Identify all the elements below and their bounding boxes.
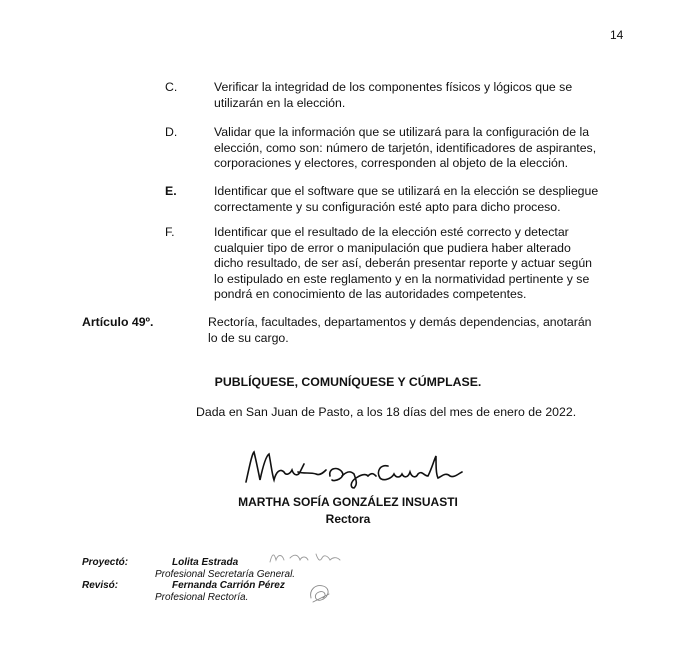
footer-proyecto-name: Lolita Estrada <box>172 557 239 568</box>
item-line: corporaciones y electores, corresponden al objeto de la elección. <box>214 156 569 171</box>
list-item-f <box>165 225 620 303</box>
article-text <box>208 315 620 346</box>
footer-proyecto-label: Proyectó: <box>82 557 129 568</box>
footer-reviso-name: Fernanda Carrión Pérez <box>172 580 285 591</box>
item-letter: F. <box>165 225 175 239</box>
signer-role: Rectora <box>325 512 371 526</box>
footer-reviso-label: Revisó: <box>82 580 119 591</box>
signer-name: MARTHA SOFÍA GONZÁLEZ INSUASTI <box>238 495 458 509</box>
item-line: utilizarán en la elección. <box>214 95 346 110</box>
article-label: Artículo 49º. <box>82 315 154 329</box>
item-letter: C. <box>165 80 178 94</box>
item-text <box>214 80 620 111</box>
item-line: Identificar que el software que se utilizará en la elección se despliegue <box>214 184 599 198</box>
initials-signature <box>266 548 346 568</box>
item-line: elección, como son: número de tarjetón, identificadores de aspirantes, <box>214 140 597 155</box>
list-item-d <box>165 125 620 172</box>
list-item-c <box>165 80 620 111</box>
list-item-e <box>165 184 620 215</box>
footer-proyecto-role: Profesional Secretaría General. <box>155 569 296 580</box>
date-line: Dada en San Juan de Pasto, a los 18 días del mes de enero de 2022. <box>196 405 577 419</box>
footer-reviso-role: Profesional Rectoría. <box>155 592 249 603</box>
item-line: Identificar que el resultado de la elección esté correcto y detectar <box>214 225 569 239</box>
item-line: dicho resultado, de ser así, deberán presentar reporte y actuar según <box>214 256 593 271</box>
item-letter: D. <box>165 125 178 139</box>
article-line: Rectoría, facultades, departamentos y demás dependencias, anotarán <box>208 315 592 329</box>
item-line: cualquier tipo de error o manipulación que pudiera haber alterado <box>214 240 571 255</box>
closing-formula: PUBLÍQUESE, COMUNÍQUESE Y CÚMPLASE. <box>214 375 482 389</box>
item-text <box>214 225 620 303</box>
handwritten-signature <box>238 446 468 490</box>
item-line: Validar que la información que se utilizará para la configuración de la <box>214 125 590 139</box>
reviewer-rubric <box>305 580 335 606</box>
item-letter: E. <box>165 184 177 198</box>
item-line: correctamente y su configuración esté apto para dicho proceso. <box>214 199 561 214</box>
item-text <box>214 125 620 172</box>
item-line: pondrá en conocimiento de las autoridades competentes. <box>214 287 527 302</box>
item-line: Verificar la integridad de los componentes físicos y lógicos que se <box>214 80 573 94</box>
page-number: 14 <box>610 28 624 42</box>
item-line: lo estipulado en este reglamento y en la normatividad pertinente y se <box>214 271 590 286</box>
item-text <box>214 184 620 215</box>
article-line: lo de su cargo. <box>208 330 289 345</box>
